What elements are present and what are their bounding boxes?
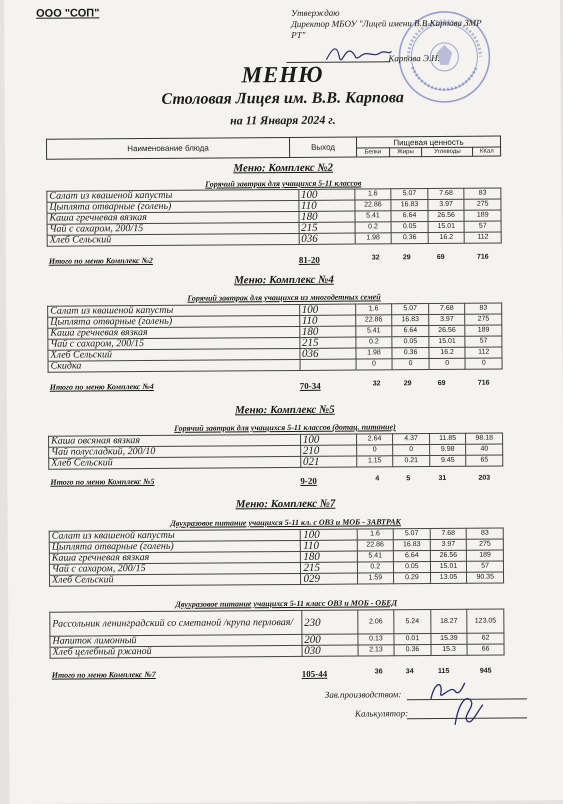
- dish-carbs: 15.01: [430, 561, 467, 572]
- dish-fat: 0.36: [394, 645, 431, 656]
- dish-carbs: 26.56: [430, 550, 467, 561]
- header-col-protein: Белки: [357, 148, 390, 157]
- total-carbs: 31: [438, 474, 447, 482]
- menu-date: на 11 Января 2024 г.: [230, 112, 336, 128]
- total-output: 9-20: [300, 475, 317, 486]
- dish-carbs: 13.05: [430, 572, 467, 583]
- total-fat: 29: [402, 254, 411, 262]
- menu-table: [49, 609, 504, 659]
- dish-kcal: 189: [467, 550, 504, 561]
- complex-total: [49, 379, 510, 392]
- organization-name: ООО "СОП": [36, 7, 100, 20]
- dish-fat: 0: [393, 445, 430, 456]
- dish-output: 200: [302, 634, 358, 645]
- dish-output: 180: [299, 326, 355, 337]
- dish-kcal: 90.35: [467, 572, 504, 583]
- dish-name: Хлеб Сельский: [50, 573, 302, 586]
- dish-carbs: 15.01: [429, 336, 466, 347]
- dish-name: Хлеб Сельский: [48, 348, 300, 361]
- dish-output: 100: [298, 189, 354, 200]
- dish-carbs: 3.97: [430, 539, 467, 550]
- dish-carbs: 15.39: [431, 633, 468, 644]
- dish-carbs: 15.3: [431, 644, 468, 655]
- dish-protein: 5.41: [355, 211, 392, 222]
- header-name: Наименование блюда: [46, 138, 289, 160]
- dish-protein: 0: [356, 359, 393, 370]
- dish-fat: 6.64: [391, 211, 428, 222]
- complex-title: Меню: Комплекс №2: [233, 161, 334, 175]
- dish-protein: 1.59: [357, 573, 394, 584]
- dish-output: 021: [300, 456, 356, 467]
- complex-title: Меню: Комплекс №7: [235, 497, 336, 511]
- table-row: [50, 609, 504, 636]
- dish-carbs: 9.98: [429, 444, 466, 455]
- dish-carbs: 16.2: [428, 232, 465, 243]
- dish-protein: 0.2: [355, 222, 392, 233]
- dish-name: Хлеб Сельский: [47, 233, 299, 246]
- dish-output: 100: [299, 304, 355, 315]
- dish-kcal: 275: [465, 314, 502, 325]
- dish-protein: 0.2: [357, 562, 394, 573]
- dish-kcal: 123.05: [467, 609, 504, 633]
- dish-carbs: 7.68: [428, 303, 465, 314]
- dish-kcal: 83: [467, 528, 504, 539]
- total-protein: 32: [371, 254, 380, 262]
- table-row: [48, 358, 502, 372]
- total-output: 105-44: [301, 668, 328, 679]
- dish-kcal: 57: [465, 336, 502, 347]
- total-output: 81-20: [298, 254, 320, 265]
- total-fat: 29: [403, 380, 412, 388]
- dish-protein: 1.98: [355, 233, 392, 244]
- dish-name: Каша гречневая вязкая: [49, 551, 301, 564]
- meal-title: Двухразовое питание учащихся 5-11 кл. с ОВЗ и МОБ - ЗАВТРАК: [170, 517, 401, 528]
- table-row: [50, 644, 504, 658]
- dish-name: Каша гречневая вязкая: [48, 326, 300, 339]
- dish-name: Напиток лимонный: [50, 634, 302, 647]
- dish-output: 036: [299, 233, 355, 244]
- dish-name: Хлеб Сельский: [49, 456, 301, 469]
- total-fat: 5: [406, 475, 411, 483]
- dish-carbs: 3.97: [428, 199, 465, 210]
- approval-block: [291, 7, 501, 41]
- calculator-label: Калькулятор:: [354, 708, 409, 719]
- dish-name: Цыплята отварные (голень): [47, 200, 299, 213]
- total-kcal: 945: [479, 667, 492, 675]
- dish-protein: 1.98: [356, 348, 393, 359]
- dish-fat: 0.05: [394, 562, 431, 573]
- dish-output: 110: [298, 200, 354, 211]
- dish-protein: 22.86: [357, 540, 394, 551]
- total-carbs: 69: [436, 253, 445, 261]
- menu-table: [48, 433, 503, 470]
- dish-protein: 1.6: [354, 189, 391, 200]
- total-protein: 4: [375, 475, 380, 483]
- dish-kcal: 66: [467, 644, 504, 655]
- header-output: Выход: [289, 137, 356, 157]
- dish-protein: 5.41: [355, 326, 392, 337]
- dish-protein: 2.13: [358, 645, 395, 656]
- dish-kcal: 83: [465, 303, 502, 314]
- dish-protein: 2.64: [356, 434, 393, 445]
- dish-output: 180: [299, 211, 355, 222]
- dish-protein: 0.13: [358, 634, 395, 645]
- dish-fat: 0.36: [391, 233, 428, 244]
- dish-name: Салат из квашеной капусты: [49, 529, 301, 542]
- total-kcal: 203: [478, 474, 491, 482]
- complex-title: Меню: Комплекс №5: [234, 403, 335, 417]
- dish-name: Скидка: [48, 359, 300, 372]
- dish-kcal: 83: [464, 188, 501, 199]
- dish-fat: 0.05: [391, 222, 428, 233]
- dish-fat: 4.37: [393, 434, 430, 445]
- dish-protein: 1.6: [355, 304, 392, 315]
- menu-page: [4, 0, 563, 804]
- total-carbs: 69: [437, 379, 446, 387]
- total-fat: 34: [405, 668, 414, 676]
- meal-title: Горячий завтрак для учащихся 5-11 классов (дотац. питание): [174, 422, 396, 433]
- dish-fat: 5.07: [392, 304, 429, 315]
- dish-name: Каша гречневая вязкая: [47, 211, 299, 224]
- dish-output: 210: [300, 445, 356, 456]
- dish-output: 215: [299, 337, 355, 348]
- dish-kcal: 189: [464, 210, 501, 221]
- menu-table: [46, 188, 501, 247]
- dish-name: Рассольник ленинградский со сметаной /крупа перловая/: [50, 610, 302, 636]
- dish-carbs: 18.27: [430, 609, 467, 633]
- dish-protein: 2.06: [357, 610, 394, 634]
- total-kcal: 716: [476, 253, 489, 261]
- dish-name: Салат из квашеной капусты: [47, 189, 299, 202]
- dish-fat: 6.64: [392, 326, 429, 337]
- total-label: Итого по меню Комплекс №4: [49, 381, 154, 392]
- menu-table: [47, 303, 502, 373]
- approval-name: Карпова Э.Н.: [388, 52, 440, 64]
- dish-carbs: 3.97: [429, 314, 466, 325]
- dish-name: Цыплята отварные (голень): [48, 315, 300, 328]
- calculator-signature: [449, 691, 487, 731]
- header-nutrition: Пищевая ценность: [356, 136, 500, 148]
- dish-output: 030: [302, 645, 358, 656]
- dish-carbs: 7.68: [428, 188, 465, 199]
- page-subtitle: Столовая Лицея им. В.В. Карпова: [161, 89, 404, 108]
- dish-output: 180: [301, 551, 357, 562]
- production-label: Зав.производством:: [324, 689, 402, 700]
- dish-name: Чай полусладкий, 200/10: [49, 445, 301, 458]
- dish-output: 029: [301, 573, 357, 584]
- total-label: Итого по меню Комплекс №2: [48, 255, 153, 266]
- dish-kcal: 62: [467, 633, 504, 644]
- dish-kcal: 57: [465, 221, 502, 232]
- total-carbs: 115: [438, 667, 450, 675]
- dish-output: 100: [301, 529, 357, 540]
- dish-fat: 16.83: [391, 200, 428, 211]
- total-label: Итого по меню Комплекс №5: [50, 476, 155, 487]
- dish-output: 215: [299, 222, 355, 233]
- dish-kcal: 275: [464, 199, 501, 210]
- dish-fat: 16.83: [392, 315, 429, 326]
- dish-name: Чай с сахаром, 200/15: [48, 337, 300, 350]
- dish-protein: 5.41: [357, 551, 394, 562]
- dish-kcal: 57: [467, 561, 504, 572]
- meal-title: Двухразовое питание учащихся 5-11 класс ОВЗ и МОБ - ОБЕД: [175, 598, 398, 609]
- dish-protein: 0.2: [356, 337, 393, 348]
- header-col-carbs: Углеводы: [422, 147, 473, 156]
- dish-name: Хлеб целебный ржаной: [50, 645, 302, 658]
- total-label: Итого по меню Комплекс №7: [51, 669, 156, 680]
- dish-fat: 16.83: [393, 540, 430, 551]
- dish-fat: 0.01: [394, 634, 431, 645]
- dish-carbs: 9.45: [429, 455, 466, 466]
- dish-output: [300, 359, 356, 370]
- dish-protein: 22.86: [355, 200, 392, 211]
- approval-line1: Утверждаю: [291, 7, 340, 18]
- complex-total: [50, 474, 510, 487]
- dish-fat: 6.64: [393, 551, 430, 562]
- dish-protein: 22.86: [355, 315, 392, 326]
- dish-kcal: 112: [465, 347, 502, 358]
- dish-kcal: 189: [465, 325, 502, 336]
- dish-fat: 5.07: [393, 529, 430, 540]
- dish-kcal: 98.18: [466, 433, 503, 444]
- complex-total: [51, 667, 512, 680]
- dish-kcal: 0: [465, 358, 502, 369]
- header-col-kcal: ККал: [473, 147, 501, 156]
- total-protein: 32: [372, 380, 381, 388]
- dish-kcal: 275: [467, 539, 504, 550]
- dish-fat: 5.24: [394, 610, 431, 634]
- dish-output: 215: [301, 562, 357, 573]
- dish-name: Цыплята отварные (голень): [49, 540, 301, 553]
- approval-line2: Директор МБОУ "Лицей имени В.В.Карпова ЗМР: [291, 17, 482, 29]
- dish-carbs: 26.56: [429, 325, 466, 336]
- complex-total: [48, 253, 509, 266]
- dish-carbs: 16.2: [429, 347, 466, 358]
- dish-name: Чай с сахаром, 200/15: [47, 222, 299, 235]
- total-output: 70-34: [299, 380, 321, 391]
- dish-carbs: 15.01: [428, 221, 465, 232]
- table-header: [46, 136, 501, 160]
- dish-name: Каша овсяная вязкая: [49, 434, 301, 447]
- meal-title: Горячий завтрак для учащихся 5-11 классов: [205, 178, 362, 189]
- dish-carbs: 0: [429, 358, 466, 369]
- dish-output: 230: [301, 610, 357, 634]
- dish-output: 110: [299, 315, 355, 326]
- dish-carbs: 26.56: [428, 210, 465, 221]
- dish-name: Чай с сахаром, 200/15: [49, 562, 301, 575]
- dish-output: 036: [300, 348, 356, 359]
- dish-fat: 0: [392, 359, 429, 370]
- complex-title: Меню: Комплекс №4: [234, 273, 334, 287]
- menu-table: [49, 528, 504, 587]
- dish-output: 100: [300, 434, 356, 445]
- dish-fat: 0.21: [393, 456, 430, 467]
- dish-carbs: 7.68: [430, 528, 467, 539]
- header-col-fat: Жиры: [389, 148, 422, 157]
- total-kcal: 716: [477, 379, 490, 387]
- dish-name: Салат из квашеной капусты: [48, 304, 300, 317]
- dish-protein: 1.6: [357, 529, 394, 540]
- dish-carbs: 11.85: [429, 433, 466, 444]
- dish-fat: 0.36: [392, 348, 429, 359]
- dish-kcal: 112: [465, 232, 502, 243]
- dish-fat: 0.29: [394, 573, 431, 584]
- dish-protein: 1.15: [356, 456, 393, 467]
- meal-title: Горячий завтрак для учащихся из многодетных семей: [187, 292, 381, 303]
- dish-kcal: 40: [466, 444, 503, 455]
- dish-kcal: 65: [466, 455, 503, 466]
- approval-line3: РТ": [291, 29, 306, 40]
- page-title: МЕНЮ: [241, 61, 324, 88]
- dish-fat: 0.05: [392, 337, 429, 348]
- dish-output: 110: [301, 540, 357, 551]
- total-protein: 36: [374, 668, 383, 676]
- dish-fat: 5.07: [391, 189, 428, 200]
- dish-protein: 0: [356, 445, 393, 456]
